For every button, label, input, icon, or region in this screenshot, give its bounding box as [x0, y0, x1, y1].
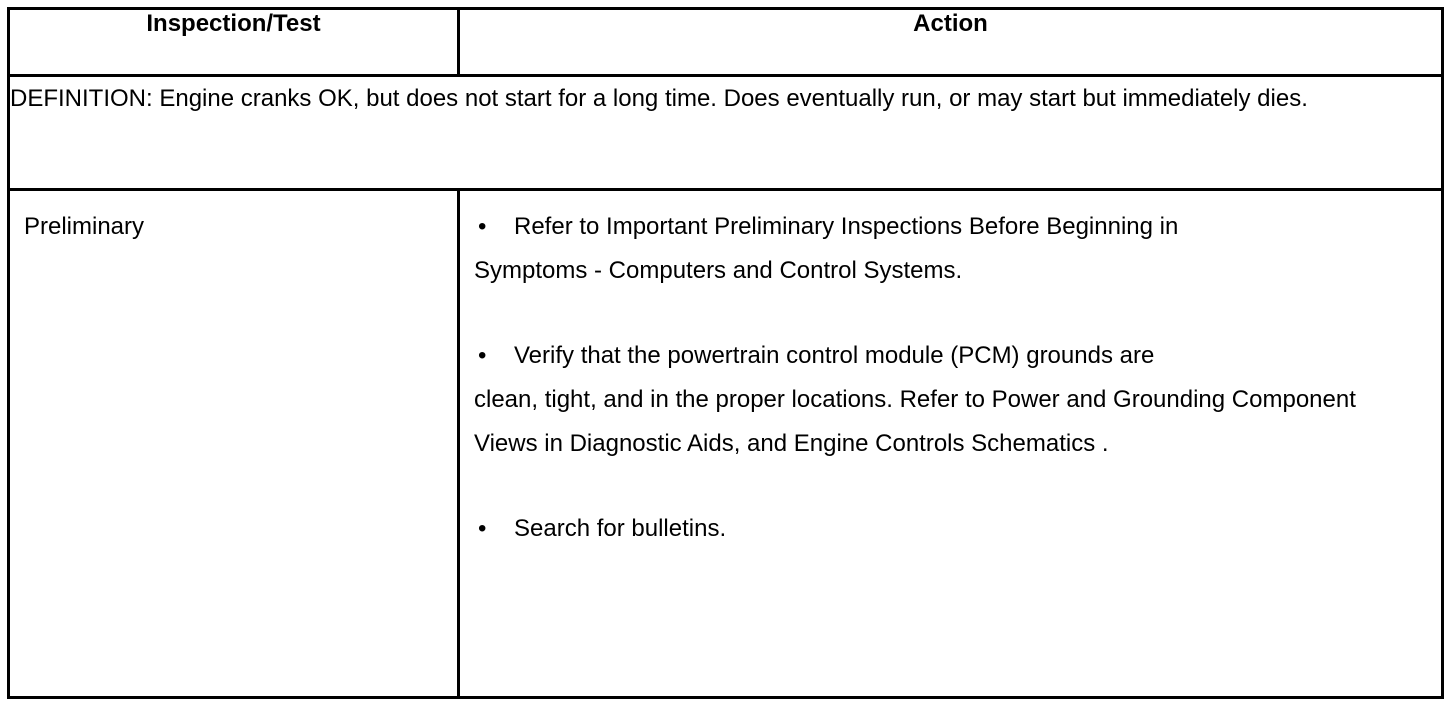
definition-text: DEFINITION: Engine cranks OK, but does not start for a long time. Does eventually run, or may start but immediately dies.	[9, 76, 1443, 190]
action-item-continuation: clean, tight, and in the proper locations. Refer to Power and Grounding Component Views in Diagnostic Aids, and Engine Controls Schematics .	[474, 386, 1356, 457]
action-item-text: Search for bulletins.	[514, 515, 727, 542]
bullet-icon: •	[478, 515, 487, 542]
header-action: Action	[459, 9, 1443, 76]
action-item	[474, 334, 1401, 466]
header-row	[9, 9, 1443, 76]
action-item-text: Verify that the powertrain control module (PCM) grounds are	[514, 342, 1155, 369]
bullet-icon: •	[478, 213, 487, 240]
action-item-continuation: Symptoms - Computers and Control Systems.	[474, 257, 963, 284]
table-row	[9, 190, 1443, 698]
action-item	[474, 507, 1401, 551]
action-item-first-line	[474, 205, 1401, 249]
action-item-first-line	[474, 507, 1401, 551]
action-item-first-line	[474, 334, 1401, 378]
bullet-icon: •	[478, 342, 487, 369]
diagnostic-table	[7, 7, 1444, 699]
inspection-cell: Preliminary	[9, 190, 459, 698]
definition-row	[9, 76, 1443, 190]
action-item-text: Refer to Important Preliminary Inspections Before Beginning in	[514, 213, 1179, 240]
action-item	[474, 205, 1401, 293]
header-inspection-test: Inspection/Test	[9, 9, 459, 76]
action-cell	[459, 190, 1443, 698]
